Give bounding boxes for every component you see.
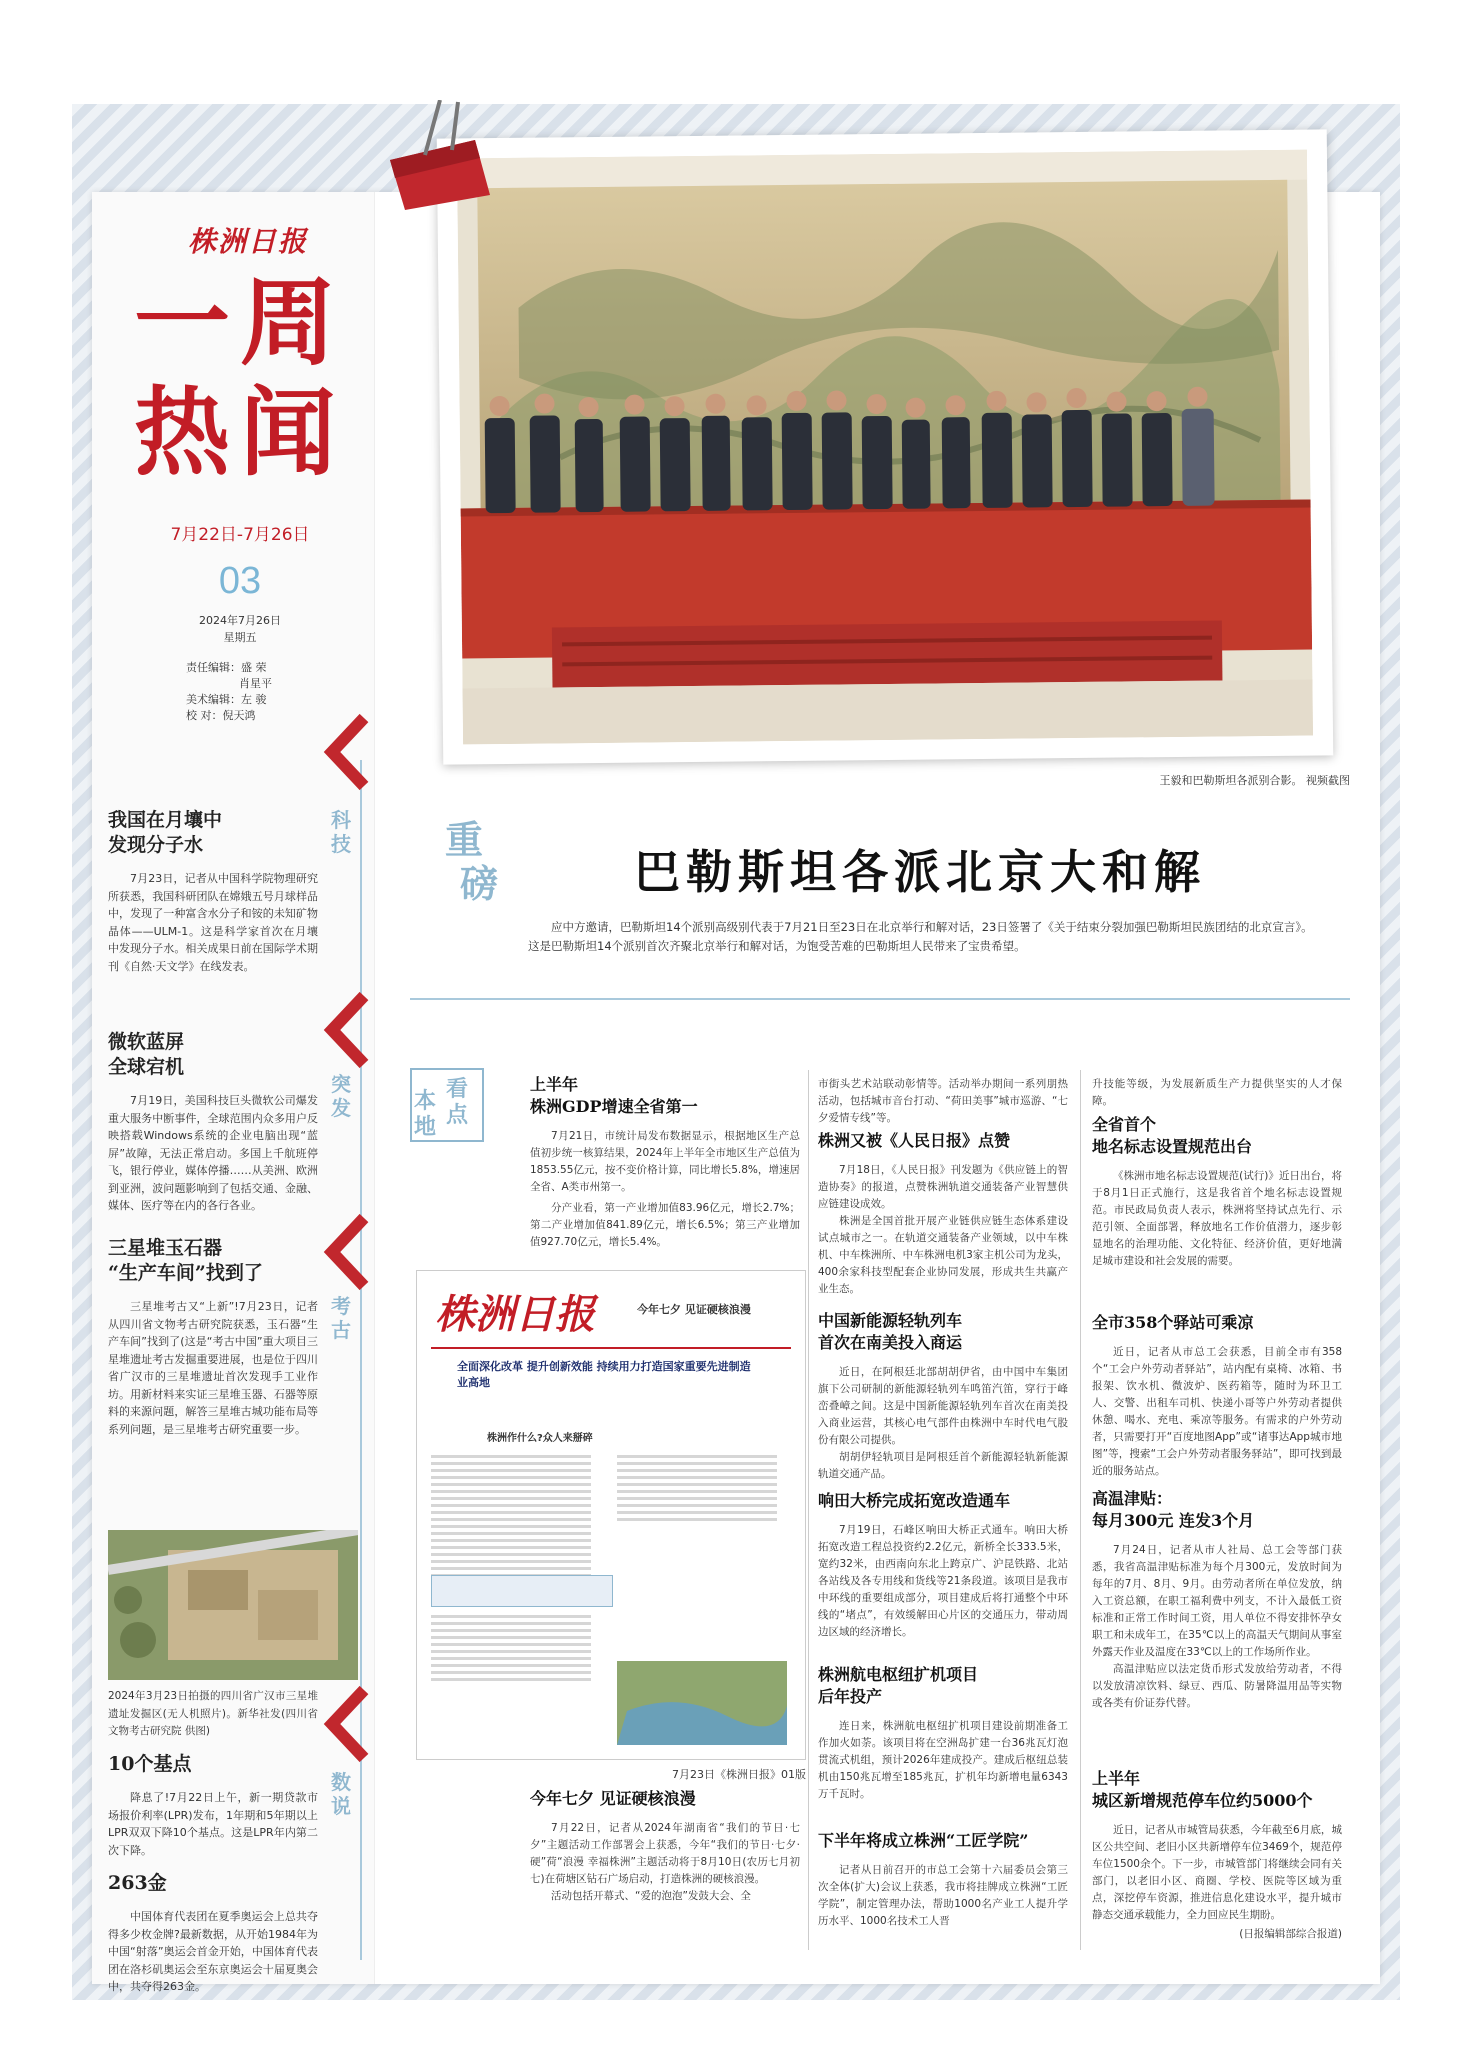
- news-article: [1092, 1768, 1342, 1941]
- article-title: 下半年将成立株洲“工匠学院”: [818, 1831, 1029, 1850]
- issue-date-text: 2024年7月26日: [199, 614, 281, 627]
- badge-char: 磅: [459, 861, 498, 906]
- article-body: 活动包括开幕式、“爱的泡泡”发鼓大会、全: [551, 1890, 751, 1902]
- article-body: 7月24日，记者从市人社局、总工会等部门获悉，我省高温津贴标准为每个月300元，发放时间为每年的7月、8月、9月。由劳动者所在单位发放，纳入工资总额，在职工福利费中列支，不计入最低工资标准和正常工作时间工资，用人单位不得安排怀孕女职工和未成年工，在35℃以上的高温天气期间从事室外露天作业及温度在33℃以上的工作场所作业。: [1092, 1544, 1342, 1658]
- article-body: 胡胡伊轻轨项目是阿根廷首个新能源轻轨新能源轨道交通产品。: [818, 1451, 1068, 1480]
- article-title: [1092, 1488, 1342, 1532]
- tab-char: 科: [331, 808, 351, 832]
- article-body: 中国体育代表团在夏季奥运会上总共夺得多少枚金牌?最新数据，从开始1984年为中国“射落”奥运会首金开始，中国体育代表团在洛杉矶奥运会至东京奥运会十届夏奥会中，共夺得263金。: [108, 1910, 318, 1993]
- title-line: 微软蓝屏: [108, 1031, 185, 1053]
- title-line: 发现分子水: [108, 834, 204, 856]
- column-divider: [808, 1070, 809, 1950]
- issue-date: [160, 612, 320, 646]
- article-body: 7月22日，记者从2024年湖南省“我们的节日·七夕”主题活动工作部署会上获悉，今年“我们的节日·七夕·硬”荷“浪漫 幸福株洲”主题活动将于8月10日(农历七月初七)在荷塘区钻石广场启动，打造株洲的硬核浪漫。: [530, 1822, 800, 1885]
- title-line: “生产车间”找到了: [108, 1262, 263, 1284]
- photo-caption: 王毅和巴勒斯坦各派别合影。 视频截图: [1159, 774, 1350, 787]
- title-line: 每月300元 连发3个月: [1092, 1511, 1255, 1530]
- news-article: [818, 1130, 1068, 1298]
- title-line: 中国新能源轻轨列车: [818, 1311, 963, 1330]
- tab-char: 发: [331, 1096, 351, 1120]
- chevron-left-icon: [318, 1684, 374, 1764]
- article-body: 高温津贴应以法定货币形式发放给劳动者，不得以发放清凉饮料、绿豆、西瓜、防暑降温用品等实物或各类有价证券代替。: [1092, 1663, 1342, 1709]
- article-body: 7月18日，《人民日报》刊发题为《供应链上的智造协奏》的报道，点赞株洲轨道交通装备产业智慧供应链建设成效。: [818, 1164, 1068, 1210]
- article-body: 《株洲市地名标志设置规范(试行)》近日出台，将于8月1日正式施行，这是我省首个地名标志设置规范。市民政局负责人表示，株洲将坚持试点先行、示范引领、全面部署，释放地名工作价值潜力，逐步彰显地名的治理功能、文化特征、经济价值，更好地满足城市建设和社会发展的需要。: [1092, 1170, 1342, 1267]
- thumbnail-logo: 株洲日报: [435, 1291, 595, 1338]
- title-line: 上半年: [530, 1075, 579, 1094]
- news-article: [530, 1788, 800, 1905]
- issue-weekday: 星期五: [223, 631, 257, 644]
- article-title: [1092, 1114, 1342, 1158]
- tab-char: 考: [331, 1294, 351, 1318]
- article-body: 7月19日，石峰区响田大桥正式通车。响田大桥拓宽改造工程总投资约2.2亿元，新桥全长333.5米，宽约32米，由西南向东北上跨京广、沪昆铁路、北站各站线及各专用线和货线等21条段道。该项目是我市中环线的重要组成部分，项目建成后将打通整个中环线的“堵点”，有效缓解田心片区的交通压力，带动周边区域的经济增长。: [818, 1524, 1068, 1638]
- title-line: 株洲GDP增速全省第一: [530, 1097, 698, 1116]
- staff-role: 美术编辑: [186, 693, 230, 706]
- article-body: 降息了!7月22日上午，新一期贷款市场报价利率(LPR)发布，1年期和5年期以上LPR双双下降10个基点。这是LPR年内第二次下降。: [108, 1791, 318, 1857]
- article-title: [818, 1310, 1068, 1354]
- thumbnail-right-text: 今年七夕 见证硬核浪漫: [637, 1303, 751, 1316]
- news-article: [818, 1830, 1068, 1930]
- section-tab-tufa: [326, 1072, 356, 1120]
- page-number: 03: [218, 560, 262, 602]
- page-title-line1: 一周: [134, 266, 346, 379]
- badge-char: 本: [414, 1088, 437, 1114]
- divider: [410, 998, 1350, 1000]
- news-article: [818, 1664, 1068, 1803]
- main-photo: [437, 129, 1334, 764]
- thumbnail-rule: [431, 1347, 791, 1349]
- news-article: [108, 1752, 318, 1996]
- article-body: 近日，记者从市总工会获悉，目前全市有358个“工会户外劳动者驿站”，站内配有桌椅、冰箱、书报架、饮水机、微波炉、医药箱等，随时为环卫工人、交警、出租车司机、快递小哥等户外劳动者提供休憩、喝水、充电、乘凉等服务。有需求的户外劳动者，只需要打开“百度地图App”或“诸事达App城市地图”等，搜索“工会户外劳动者服务驿站”，即可找到最近的服务站点。: [1092, 1346, 1342, 1477]
- column-divider: [1080, 1070, 1081, 1950]
- thumbnail-subheadline: 株洲作什么?众人来掰碎: [487, 1433, 593, 1444]
- title-line: 城区新增规范停车位约5000个: [1092, 1791, 1313, 1810]
- news-article: [818, 1310, 1068, 1483]
- thumbnail-text-lines: [431, 1615, 591, 1685]
- tab-char: 说: [331, 1794, 351, 1818]
- news-article: [1092, 1114, 1342, 1270]
- chevron-left-icon: [318, 712, 374, 792]
- article-title: [108, 1030, 318, 1080]
- caption-text: 2024年3月23日拍摄的四川省广汉市三星堆遗址发掘区(无人机照片)。新华社发(四川省文物考古研究院 供图): [108, 1690, 318, 1737]
- article-title: [1092, 1768, 1342, 1812]
- section-tab-keji: [326, 808, 356, 856]
- staff-name: 盛 荣: [241, 661, 267, 674]
- title-line: 我国在月壤中: [108, 809, 223, 831]
- page-title: [130, 268, 350, 488]
- tab-char: 古: [331, 1318, 351, 1342]
- page-title-line2: 热闻: [134, 376, 346, 489]
- main-headline: 巴勒斯坦各派北京大和解: [634, 845, 1206, 899]
- staff-name: 肖星平: [239, 677, 272, 690]
- article-body: 记者从日前召开的市总工会第十六届委员会第三次全体(扩大)会议上获悉，我市将挂牌成立株洲“工匠学院”，制定管理办法，帮助1000名产业工人提升学历水平、1000名技术工人晋: [818, 1864, 1068, 1927]
- article-body: 7月21日，市统计局发布数据显示，根据地区生产总值初步统一核算结果，2024年上半年全市地区生产总值为1853.55亿元，按不变价格计算，同比增长5.8%，增速居全省、A类市州第一。: [530, 1130, 800, 1193]
- article-body: 近日，记者从市城管局获悉，今年截至6月底，城区公共空间、老旧小区共新增停车位3469个，规范停车位1500余个。下一步，市城管部门将继续会同有关部门，以老旧小区、商圈、学校、医院等区域为重点，深挖停车资源，推进信息化建设水平，提升城市静态交通承载能力，全力回应民生期盼。: [1092, 1824, 1342, 1921]
- binder-clip-icon: [380, 100, 500, 210]
- article-body: 连日来，株洲航电枢纽扩机项目建设前期准备工作加火如荼。该项目将在空洲岛扩建一台36兆瓦灯泡贯流式机组，预计2026年建成投产。建成后枢纽总装机由150兆瓦增至185兆瓦，扩机年均新增电量6343万千瓦时。: [818, 1720, 1068, 1800]
- staff-name: 倪天鸿: [222, 709, 256, 722]
- article-body: 三星堆考古又“上新”!7月23日，记者从四川省文物考古研究院获悉，玉石器“生产车间”找到了(这是“考古中国”重大项目三星堆遗址考古发掘重要进展，也是位于四川省广汉市的三星堆遗址首次发现手工业作坊。用新材料来实证三星堆玉器、石器等原料的来源问题，解答三星堆古城功能布局等系列问题，是三星堆考古研究重要一步。: [108, 1300, 318, 1436]
- news-article: [530, 1074, 800, 1251]
- news-article: [1092, 1076, 1342, 1110]
- title-line: 地名标志设置规范出台: [1092, 1137, 1253, 1156]
- article-body: 7月19日，美国科技巨头微软公司爆发重大服务中断事件，全球范围内众多用户反映搭载Windows系统的企业电脑出现“蓝屏”故障，无法正常启动。多国上千航班停飞，银行停业，媒体停播……从美洲、欧洲到亚洲，波问题影响到了包括交通、金融、媒体、医疗等在内的各行各业。: [108, 1094, 318, 1212]
- thumbnail-headline: 全面深化改革 提升创新效能 持续用力打造国家重要先进制造业高地: [457, 1360, 751, 1389]
- badge-char: 点: [446, 1102, 469, 1128]
- news-article: [108, 1236, 318, 1438]
- title-line: 株洲航电枢纽扩机项目: [818, 1665, 979, 1684]
- section-badge-kandian: [410, 1068, 484, 1142]
- main-lead: 应中方邀请，巴勒斯坦14个派别高级别代表于7月21日至23日在北京举行和解对话，23日签署了《关于结束分裂加强巴勒斯坦民族团结的北京宣言》。这是巴勒斯坦14个派别首次齐聚北京举行和解对话，为饱受苦难的巴勒斯坦人民带来了宝贵希望。: [528, 920, 1313, 953]
- article-title: [818, 1664, 1068, 1708]
- article-body: 升技能等级，为发展新质生产力提供坚实的人才保障。: [1092, 1078, 1342, 1107]
- title-line: 高温津贴：: [1092, 1489, 1173, 1508]
- article-title: 今年七夕 见证硬核浪漫: [530, 1789, 696, 1808]
- article-title: 10个基点: [108, 1753, 192, 1775]
- news-article: [108, 1030, 318, 1215]
- tab-char: 数: [331, 1770, 351, 1794]
- tab-char: 突: [331, 1072, 351, 1096]
- news-article: [108, 808, 318, 975]
- staff-name: 左 骏: [241, 693, 267, 706]
- thumbnail-caption: 7月23日《株洲日报》01版: [672, 1768, 806, 1781]
- staff-list: 责任编辑：盛 荣 肖星平 美术编辑：左 骏 校 对：倪天鸿: [186, 661, 272, 722]
- title-line: 全球宕机: [108, 1056, 185, 1078]
- badge-char: 看: [446, 1076, 469, 1102]
- article-title: 全市358个驿站可乘凉: [1092, 1313, 1254, 1332]
- article-sign: (日报编辑部综合报道): [1239, 1928, 1342, 1940]
- article-title: [108, 808, 318, 858]
- section-badge-zhongbang: [424, 818, 504, 906]
- staff-role: 校 对: [186, 709, 212, 722]
- badge-char: 重: [444, 817, 483, 862]
- news-article: [1092, 1312, 1342, 1480]
- title-line: 首次在南美投入商运: [818, 1333, 963, 1352]
- chevron-left-icon: [318, 990, 374, 1070]
- chevron-left-icon: [318, 1212, 374, 1292]
- title-line: 后年投产: [818, 1687, 883, 1706]
- thumbnail-text-lines: [431, 1455, 591, 1595]
- title-line: 三星堆玉石器: [108, 1237, 223, 1259]
- sidebar-rule: [360, 760, 362, 1960]
- article-body: 市街头艺术站联动彰情等。活动举办期间一系列朋热活动，包括城市音台打动、“荷田美事”城市巡游、“七夕爱情专线”等。: [818, 1078, 1068, 1124]
- article-body: 7月23日，记者从中国科学院物理研究所获悉，我国科研团队在嫦娥五号月球样品中，发现了一种富含水分子和铵的未知矿物晶体——ULM-1。这是科学家首次在月壤中发现分子水。相关成果日前在国际学术期刊《自然·天文学》在线发表。: [108, 872, 318, 973]
- date-range: 7月22日-7月26日: [170, 525, 310, 545]
- staff-role: 责任编辑: [186, 661, 230, 674]
- article-title: 263金: [108, 1872, 167, 1894]
- photo-caption: [108, 1688, 318, 1741]
- tab-char: 技: [331, 832, 351, 856]
- front-page-thumbnail: [416, 1270, 806, 1760]
- thumbnail-photo: [617, 1661, 787, 1745]
- section-tab-kaogu: [326, 1294, 356, 1342]
- news-article: [818, 1490, 1068, 1641]
- article-title: [530, 1074, 800, 1118]
- news-article: [818, 1076, 1068, 1127]
- article-body: 分产业看，第一产业增加值83.96亿元，增长2.7%；第二产业增加值841.89亿元，增长6.5%；第三产业增加值927.70亿元，增长5.4%。: [530, 1202, 800, 1248]
- article-title: [108, 1236, 318, 1286]
- news-article: [1092, 1488, 1342, 1712]
- group-photo-image: [457, 150, 1313, 745]
- badge-char: 地: [414, 1114, 437, 1140]
- article-body: 近日，在阿根廷北部胡胡伊省，由中国中车集团旗下公司研制的新能源轻轨列车鸣笛汽笛，穿行于峰峦叠嶂之间。这是中国新能源轻轨列车首次在南美投入商业运营，其核心电气部件由株洲中车时代电气股份有限公司提供。: [818, 1366, 1068, 1446]
- article-body: 株洲是全国首批开展产业链供应链生态体系建设试点城市之一。在轨道交通装备产业领域，以中车株机、中车株洲所、中车株洲电机3家主机公司为龙头，400余家科技型配套企业协同发展，形成共生共赢产业生态。: [818, 1215, 1068, 1295]
- thumbnail-text-lines: [617, 1455, 777, 1525]
- thumbnail-banner: [431, 1575, 613, 1607]
- title-line: 上半年: [1092, 1769, 1141, 1788]
- masthead-logo: 株洲日报: [187, 225, 308, 258]
- section-tab-shushuo: [326, 1770, 356, 1818]
- sanxingdui-photo: [108, 1530, 358, 1680]
- article-title: 响田大桥完成拓宽改造通车: [818, 1491, 1011, 1510]
- article-title: 株洲又被《人民日报》点赞: [818, 1131, 1011, 1150]
- title-line: 全省首个: [1092, 1115, 1157, 1134]
